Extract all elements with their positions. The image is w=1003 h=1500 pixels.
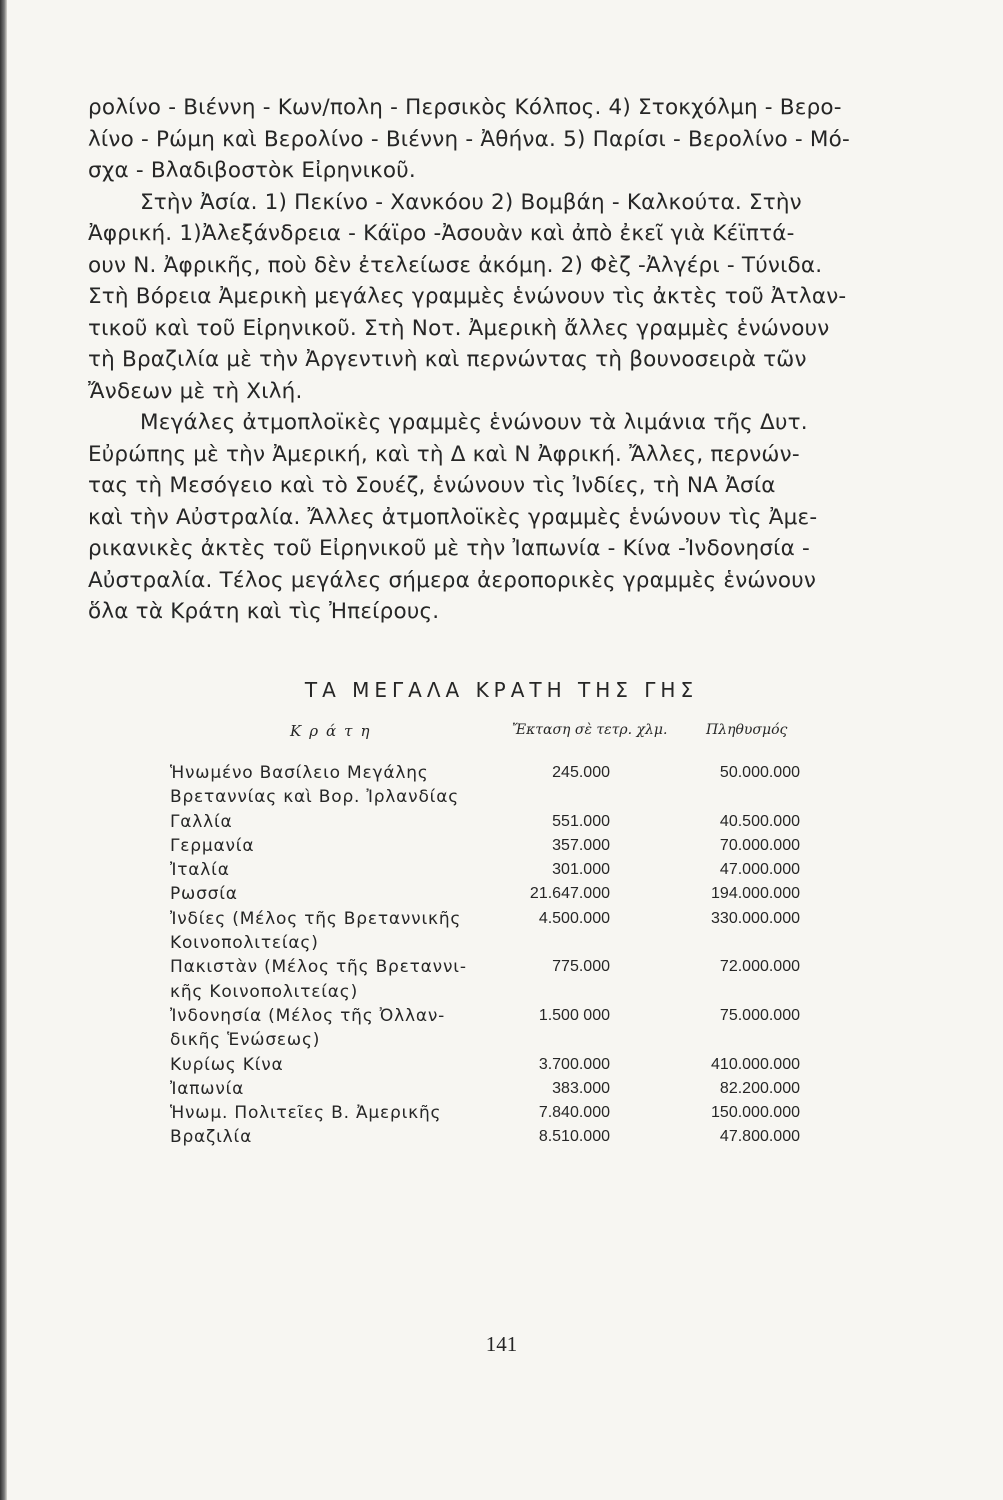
- state-population: 72.000.000: [719, 958, 800, 976]
- column-header-area: Ἔκταση σὲ τετρ. χλμ.: [512, 722, 668, 738]
- text-line: ὅλα τὰ Κράτη καὶ τὶς Ἠπείρους.: [88, 599, 440, 624]
- state-population: 47.800.000: [719, 1128, 800, 1146]
- table-row: [170, 858, 800, 882]
- table-row: [170, 1004, 800, 1053]
- text-line: ρικανικὲς ἀκτὲς τοῦ Εἰρηνικοῦ μὲ τὴν Ἰαπωνία - Κίνα -Ἰνδονησία -: [88, 536, 811, 561]
- state-name: Γερμανία: [170, 835, 255, 856]
- state-area: 245.000: [552, 764, 610, 781]
- state-name: Ἰνδίες (Μέλος τῆς Βρεταννικῆς Κοινοπολιτείας): [170, 908, 462, 954]
- table-row: [170, 834, 800, 858]
- state-population: 40.500.000: [719, 812, 800, 830]
- text-line: Εὐρώπης μὲ τὴν Ἀμερική, καὶ τὴ Δ καὶ Ν Ἀφρική. Ἄλλες, περνών-: [88, 441, 800, 467]
- state-name: Πακιστὰν (Μέλος τῆς Βρεταννι- κῆς Κοινοπολιτείας): [170, 957, 467, 1002]
- table-title: ΤΑ ΜΕΓΑΛΑ ΚΡΑΤΗ ΤΗΣ ΓΗΣ: [304, 678, 699, 702]
- state-name: Ἰνδονησία (Μέλος τῆς Ὀλλαν- δικῆς Ἑνώσεως): [170, 1005, 446, 1051]
- column-header-population: Πληθυσμός: [706, 722, 788, 738]
- state-population: 50.000.000: [719, 764, 800, 781]
- state-population: 82.200.000: [719, 1079, 800, 1097]
- text-line: σχα - Βλαδιβοστὸκ Εἰρηνικοῦ.: [88, 158, 416, 183]
- text-line: Στὴ Βόρεια Ἀμερικὴ μεγάλες γραμμὲς ἑνώνουν τὶς ἀκτὲς τοῦ Ἀτλαν-: [88, 284, 847, 309]
- table-row: [170, 1053, 800, 1077]
- text-line: Ἄνδεων μὲ τὴ Χιλή.: [88, 378, 303, 404]
- text-line: Μεγάλες ἀτμοπλοϊκὲς γραμμὲς ἑνώνουν τὰ λιμάνια τῆς Δυτ.: [140, 410, 808, 435]
- state-area: 8.510.000: [538, 1128, 610, 1146]
- table-row: [170, 955, 800, 1004]
- text-line: Στὴν Ἀσία. 1) Πεκίνο - Χανκόου 2) Βομβάη - Καλκούτα. Στὴν: [140, 189, 802, 215]
- page-number: 141: [485, 1332, 518, 1356]
- state-area: 383.000: [552, 1079, 610, 1097]
- state-area: 3.700.000: [538, 1055, 610, 1073]
- text-line: ουν Ν. Ἀφρικῆς, ποὺ δὲν ἐτελείωσε ἀκόμη. 2) Φὲζ -Ἀλγέρι - Τύνιδα.: [88, 252, 823, 278]
- text-line: ρολίνο - Βιέννη - Κων/πολη - Περσικὸς Κόλπος. 4) Στοκχόλμη - Βερο-: [88, 95, 842, 120]
- state-name: Κυρίως Κίνα: [170, 1054, 284, 1075]
- paragraph-1: [88, 92, 864, 187]
- table-row: [170, 907, 800, 956]
- state-area: 551.000: [552, 812, 610, 830]
- state-population: 75.000.000: [719, 1006, 800, 1024]
- state-name: Ἡνωμένο Βασίλειο Μεγάλης Βρεταννίας καὶ Βορ. Ἰρλανδίας: [170, 763, 460, 808]
- state-area: 21.647.000: [529, 885, 610, 903]
- state-name: Ἰαπωνία: [170, 1078, 245, 1099]
- state-area: 301.000: [552, 861, 610, 879]
- state-area: 775.000: [552, 958, 610, 976]
- state-name: Βραζιλία: [170, 1127, 253, 1148]
- table-row: [170, 1125, 800, 1149]
- table-row: [170, 882, 800, 906]
- column-header-state: Κράτη: [290, 722, 378, 740]
- state-area: 4.500.000: [538, 909, 610, 927]
- text-line: τικοῦ καὶ τοῦ Εἰρηνικοῦ. Στὴ Νοτ. Ἀμερικὴ ἄλλες γραμμὲς ἑνώνουν: [88, 315, 830, 341]
- table-row: [170, 810, 800, 834]
- body-text: [88, 92, 864, 628]
- text-line: Αὐστραλία. Τέλος μεγάλες σήμερα ἀεροπορικὲς γραμμὲς ἑνώνουν: [88, 567, 817, 593]
- scan-edge: [0, 0, 7, 1500]
- state-name: Ρωσσία: [170, 884, 238, 905]
- text-line: λίνο - Ρώμη καὶ Βερολίνο - Βιέννη - Ἀθήνα. 5) Παρίσι - Βερολίνο - Μό-: [88, 126, 850, 152]
- state-name: Γαλλία: [170, 811, 233, 832]
- state-name: Ἡνωμ. Πολιτεῖες Β. Ἀμερικῆς: [170, 1103, 442, 1124]
- states-table: [170, 761, 800, 1150]
- state-area: 357.000: [552, 836, 610, 854]
- state-population: 150.000.000: [711, 1104, 800, 1122]
- state-population: 70.000.000: [719, 836, 800, 854]
- text-line: καὶ τὴν Αὐστραλία. Ἄλλες ἀτμοπλοϊκὲς γραμμὲς ἑνώνουν τὶς Ἀμε-: [88, 504, 818, 530]
- text-line: Ἀφρική. 1)Ἀλεξάνδρεια - Κάϊρο -Ἀσουὰν καὶ ἀπὸ ἐκεῖ γιὰ Κέϊπτά-: [88, 221, 795, 246]
- state-name: Ἰταλία: [170, 860, 230, 881]
- table-row: [170, 1101, 800, 1125]
- text-line: τὴ Βραζιλία μὲ τὴν Ἀργεντινὴ καὶ περνώντας τὴ βουνοσειρὰ τῶν: [88, 347, 807, 372]
- table-row: [170, 1077, 800, 1101]
- state-population: 47.000.000: [719, 861, 800, 879]
- paragraph-3: [88, 407, 864, 628]
- state-population: 194.000.000: [711, 885, 800, 903]
- state-population: 330.000.000: [711, 909, 800, 927]
- table-row: [170, 761, 800, 810]
- state-population: 410.000.000: [711, 1055, 800, 1073]
- paragraph-2: [88, 187, 864, 408]
- state-area: 7.840.000: [538, 1104, 610, 1122]
- state-area: 1.500 000: [538, 1006, 610, 1024]
- text-line: τας τὴ Μεσόγειο καὶ τὸ Σουέζ, ἑνώνουν τὶς Ἰνδίες, τὴ ΝΑ Ἀσία: [88, 473, 776, 498]
